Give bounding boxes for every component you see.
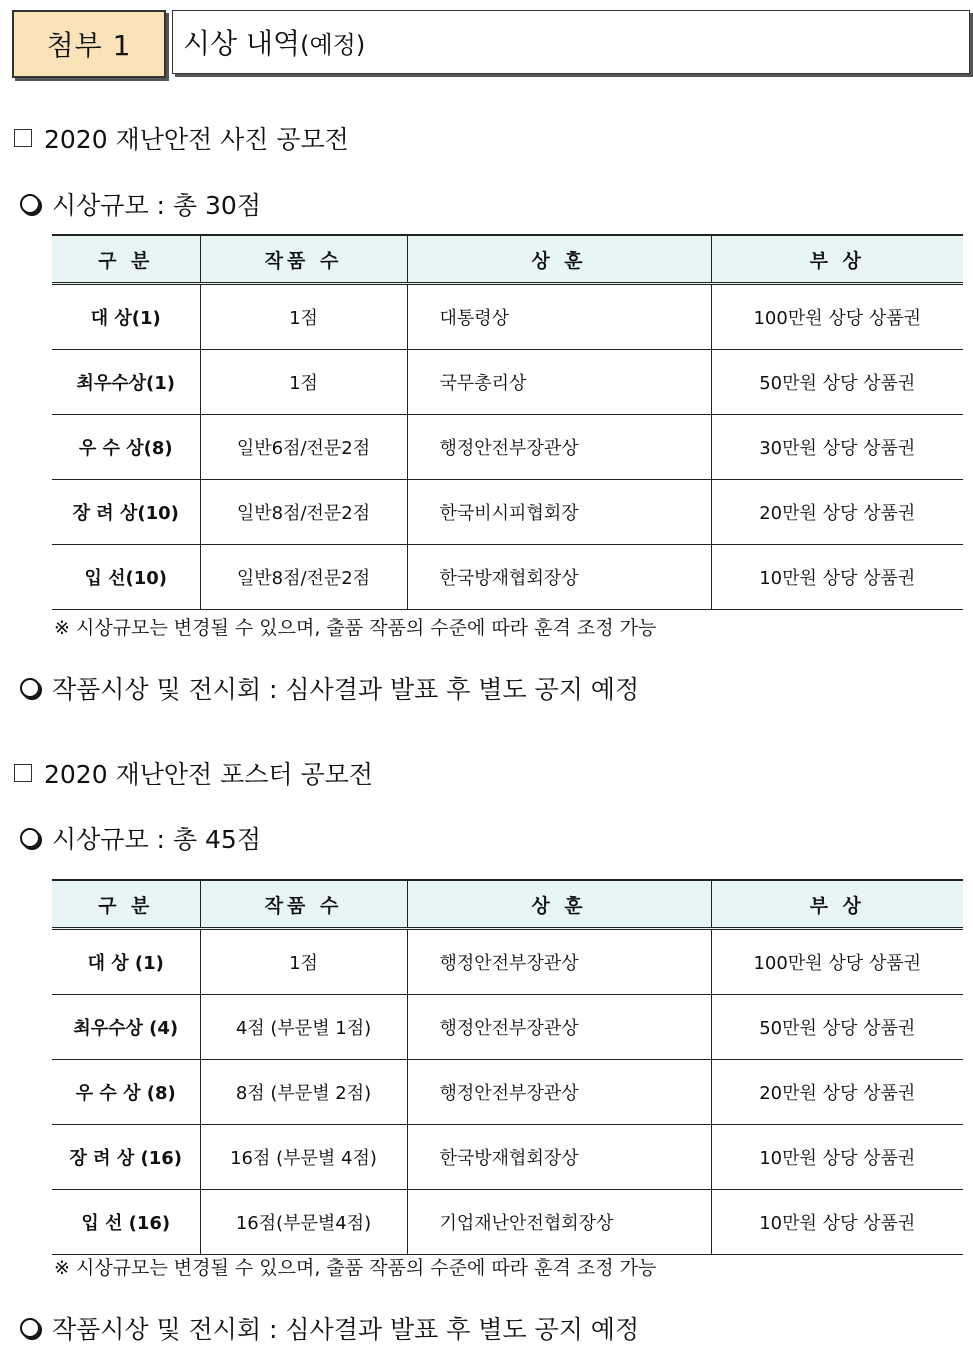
row-count: 1점 [200,350,407,415]
col-header: 작품 수 [200,235,407,284]
section-title-photo [14,120,349,156]
row-prize: 20만원 상당 상품권 [711,480,963,545]
col-header: 부 상 [711,880,963,929]
table-row [52,415,963,480]
circle-bullet-icon [20,194,40,214]
circle-bullet-icon [20,1318,40,1338]
row-award: 행정안전부장관상 [407,1060,711,1125]
page-title-text: 시상 내역 [183,27,301,60]
row-count: 16점 (부문별 4점) [200,1125,407,1190]
table-header-row [52,235,963,284]
table-row [52,995,963,1060]
scale-bullet-poster [20,820,261,856]
circle-bullet-icon [20,828,40,848]
row-award: 행정안전부장관상 [407,415,711,480]
row-award: 한국방재협회장상 [407,545,711,610]
circle-bullet-icon [20,678,40,698]
col-header: 작품 수 [200,880,407,929]
row-award: 한국비시피협회장 [407,480,711,545]
row-name: 대 상(1) [52,284,200,350]
row-prize: 50만원 상당 상품권 [711,995,963,1060]
row-count: 일반6점/전문2점 [200,415,407,480]
scale-text: 시상규모 : 총 30점 [52,191,261,220]
row-count: 8점 (부문별 2점) [200,1060,407,1125]
col-header: 상 훈 [407,880,711,929]
col-header: 구 분 [52,235,200,284]
row-name: 입 선(10) [52,545,200,610]
row-count: 16점(부문별4점) [200,1190,407,1255]
table-row [52,350,963,415]
row-prize: 30만원 상당 상품권 [711,415,963,480]
row-prize: 10만원 상당 상품권 [711,545,963,610]
row-name: 장 려 상(10) [52,480,200,545]
exhibition-bullet-poster [20,1310,639,1346]
note-text: ※ 시상규모는 변경될 수 있으며, 출품 작품의 수준에 따라 훈격 조정 가능 [54,617,657,639]
checkbox-icon [14,129,32,147]
table-row [52,929,963,995]
exhibition-text: 작품시상 및 전시회 : 심사결과 발표 후 별도 공지 예정 [52,1315,640,1344]
row-count: 1점 [200,929,407,995]
attachment-label: 첨부 1 [12,10,166,78]
scale-bullet-photo [20,186,261,222]
row-award: 대통령상 [407,284,711,350]
row-prize: 20만원 상당 상품권 [711,1060,963,1125]
row-name: 장 려 상 (16) [52,1125,200,1190]
row-count: 1점 [200,284,407,350]
checkbox-icon [14,764,32,782]
note-text: ※ 시상규모는 변경될 수 있으며, 출품 작품의 수준에 따라 훈격 조정 가능 [54,1257,657,1279]
prize-table-photo [52,234,963,610]
row-count: 4점 (부문별 1점) [200,995,407,1060]
section-title-poster [14,755,373,791]
exhibition-bullet-photo [20,670,639,706]
row-award: 행정안전부장관상 [407,929,711,995]
row-count: 일반8점/전문2점 [200,480,407,545]
page-title-suffix: (예정) [300,30,366,59]
row-name: 우 수 상(8) [52,415,200,480]
document-header [12,10,973,78]
scale-text: 시상규모 : 총 45점 [52,825,261,854]
table-header-row [52,880,963,929]
section-title-text: 2020 재난안전 포스터 공모전 [44,760,373,789]
table-row [52,284,963,350]
section-title-text: 2020 재난안전 사진 공모전 [44,125,349,154]
row-name: 최우수상(1) [52,350,200,415]
row-award: 국무총리상 [407,350,711,415]
prize-table-poster [52,879,963,1255]
row-name: 대 상 (1) [52,929,200,995]
row-prize: 10만원 상당 상품권 [711,1125,963,1190]
row-award: 한국방재협회장상 [407,1125,711,1190]
table-row [52,1125,963,1190]
row-prize: 50만원 상당 상품권 [711,350,963,415]
row-prize: 100만원 상당 상품권 [711,929,963,995]
table-row [52,1060,963,1125]
row-award: 행정안전부장관상 [407,995,711,1060]
table-row [52,480,963,545]
row-name: 입 선 (16) [52,1190,200,1255]
row-award: 기업재난안전협회장상 [407,1190,711,1255]
row-name: 최우수상 (4) [52,995,200,1060]
row-prize: 10만원 상당 상품권 [711,1190,963,1255]
row-count: 일반8점/전문2점 [200,545,407,610]
col-header: 상 훈 [407,235,711,284]
col-header: 부 상 [711,235,963,284]
exhibition-text: 작품시상 및 전시회 : 심사결과 발표 후 별도 공지 예정 [52,675,640,704]
table-row [52,1190,963,1255]
table-row [52,545,963,610]
col-header: 구 분 [52,880,200,929]
page-title [172,10,970,74]
row-prize: 100만원 상당 상품권 [711,284,963,350]
row-name: 우 수 상 (8) [52,1060,200,1125]
